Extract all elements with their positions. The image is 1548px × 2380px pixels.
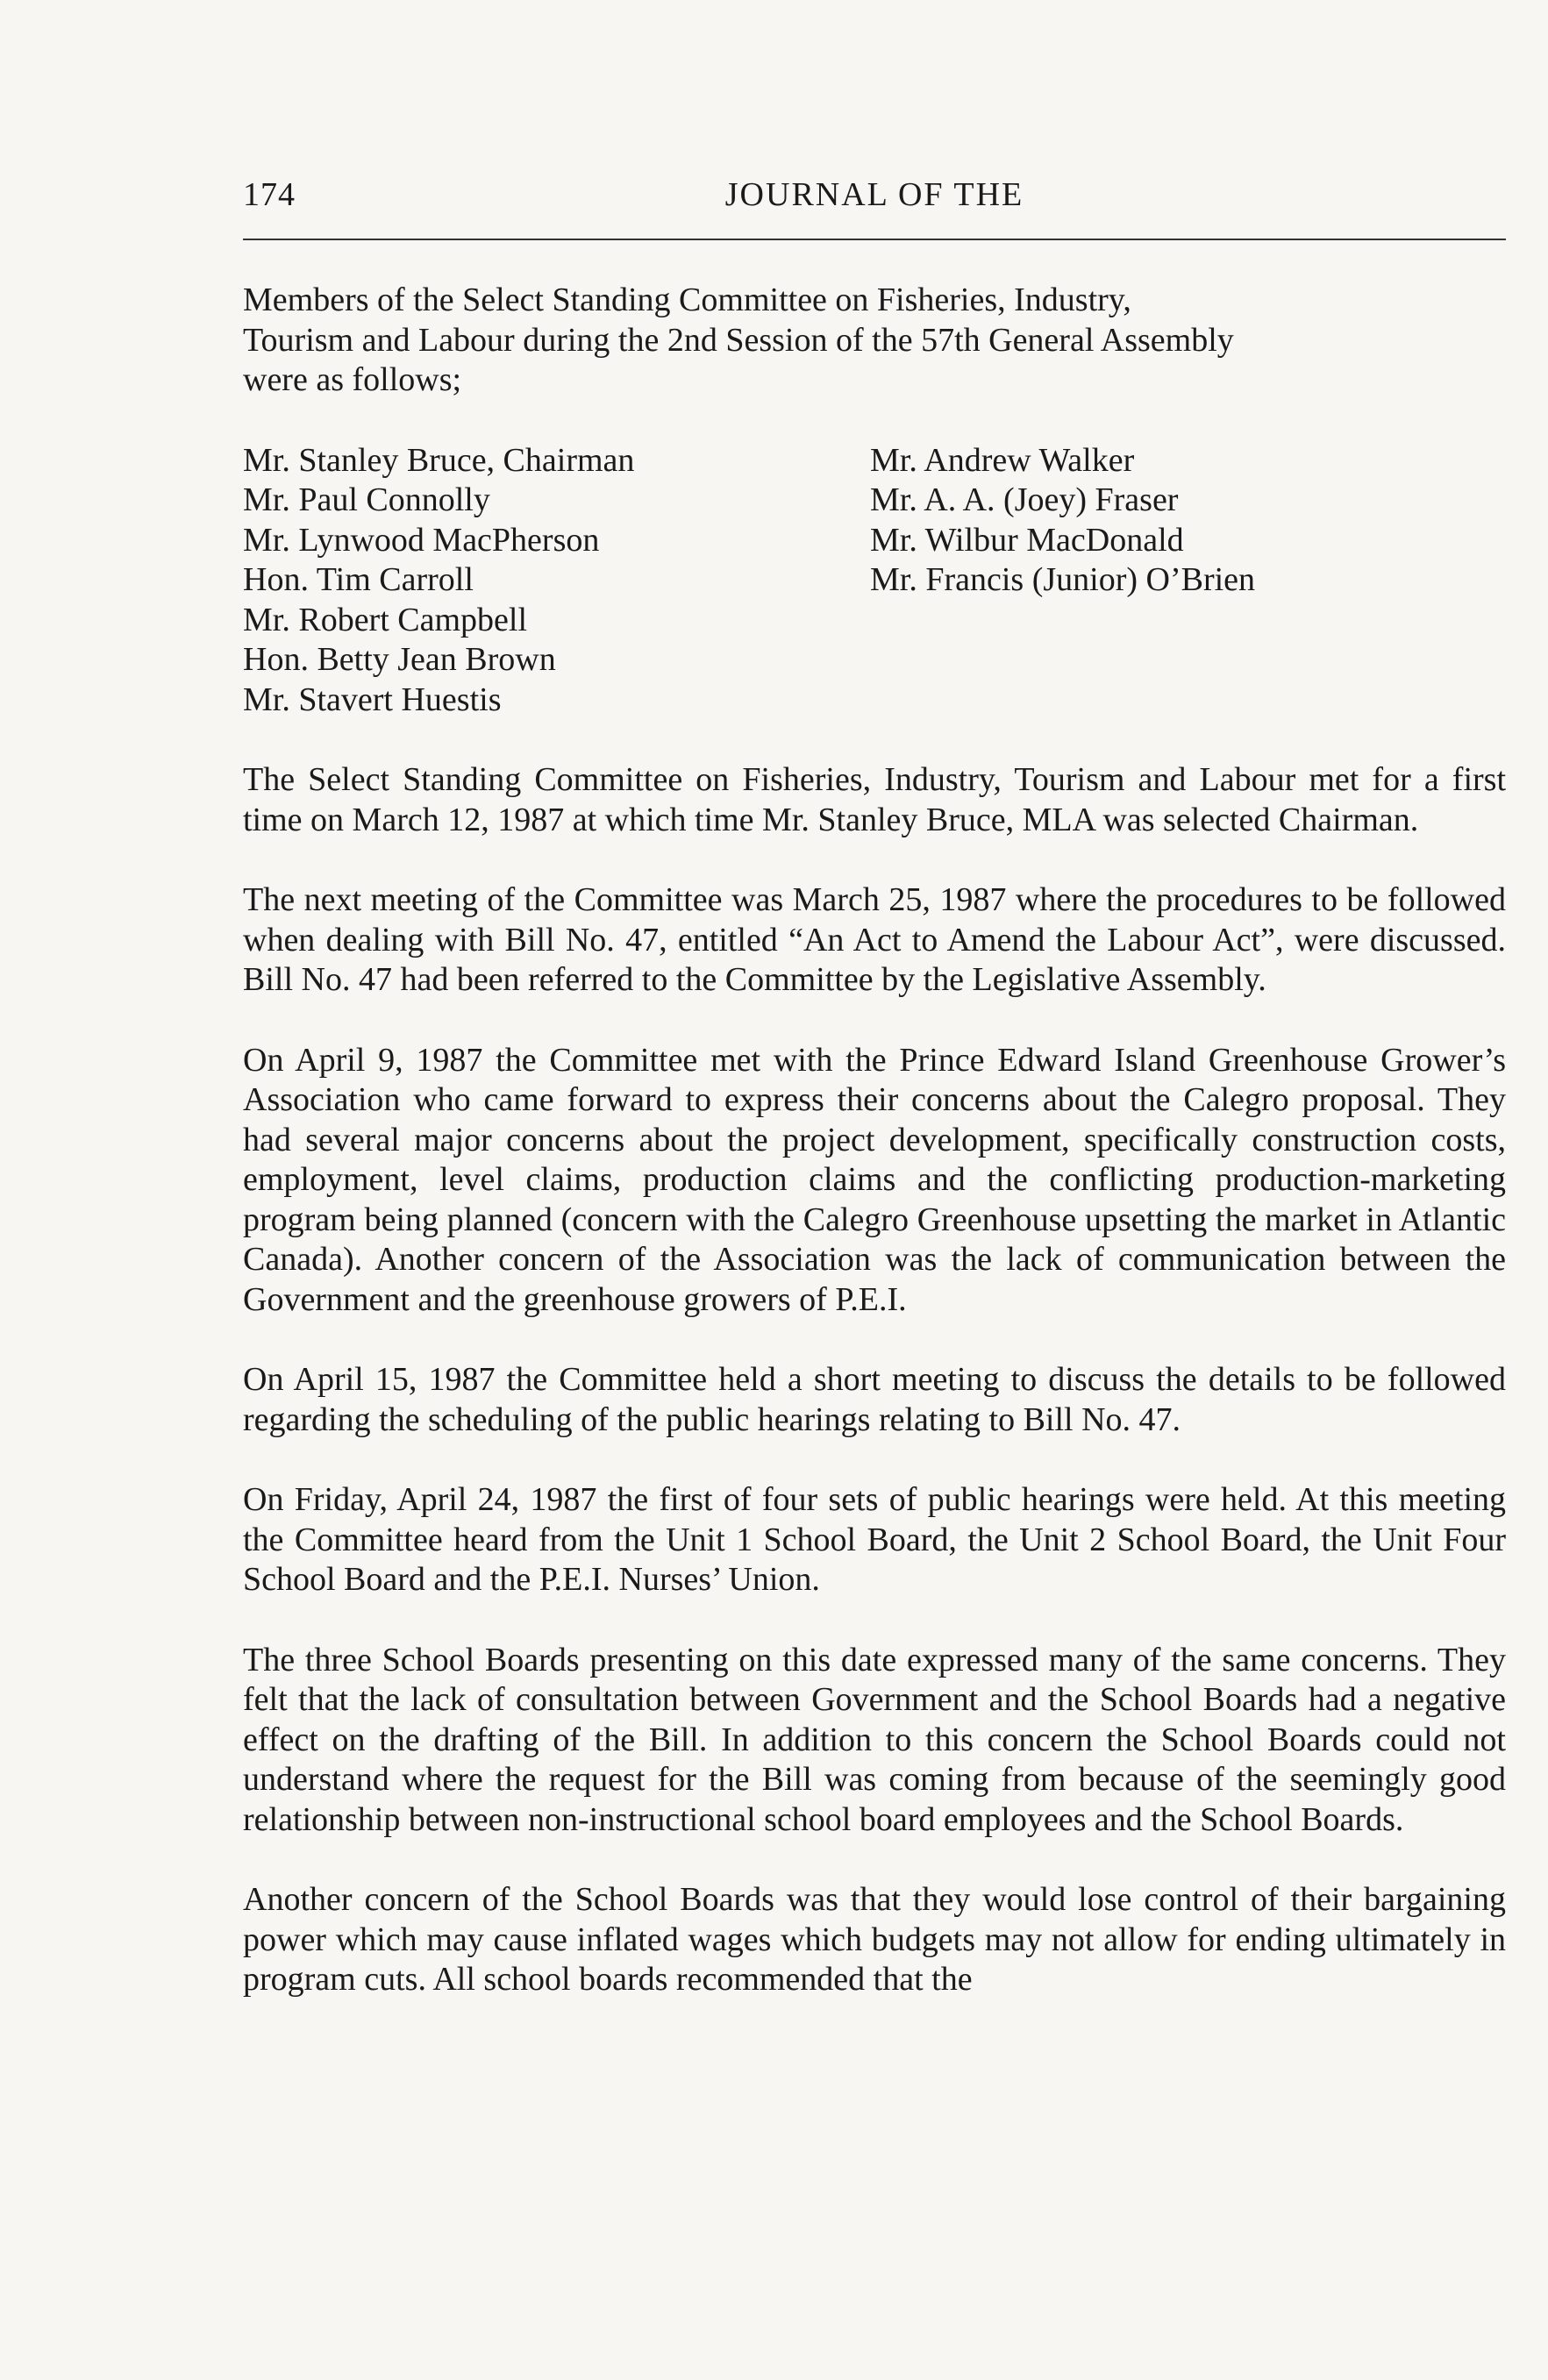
page-header — [243, 175, 1506, 221]
member-entry: Mr. A. A. (Joey) Fraser — [870, 481, 1179, 518]
paragraph-greenhouse-growers: On April 9, 1987 the Committee met with the Prince Edward Island Greenhouse Grower’s Association who came forward to express their concerns about the Calegro proposal. They had several major concerns about the project development, specifically construction costs, employment, level claims, production claims and the conflicting production-marketing program being planned (concern with the Calegro Greenhouse upsetting the market in Atlantic Canada). Another concern of the Association was the lack of communication between the Government and the greenhouse growers of P.E.I. — [243, 1041, 1506, 1318]
paragraph-april-15-meeting: On April 15, 1987 the Committee held a short meeting to discuss the details to be followed regarding the scheduling of the public hearings relating to Bill No. 47. — [243, 1361, 1506, 1438]
paragraph-public-hearings: On Friday, April 24, 1987 the first of four sets of public hearings were held. At this meeting the Committee heard from the Unit 1 School Board, the Unit 2 School Board, the Unit Four School Board and the P.E.I. Nurses’ Union. — [243, 1481, 1506, 1598]
member-entry: Mr. Lynwood MacPherson — [243, 521, 600, 559]
member-entry: Hon. Tim Carroll — [243, 561, 474, 598]
member-entry: Mr. Stanley Bruce, Chairman — [243, 441, 635, 479]
member-list — [243, 441, 1506, 721]
body-text — [243, 281, 1506, 2000]
member-entry: Mr. Robert Campbell — [243, 601, 528, 638]
intro-paragraph: Members of the Select Standing Committee on Fisheries, Industry, Tourism and Labour during the 2nd Session of the 57th General Assembly were as follows; — [243, 281, 1234, 398]
member-entry: Mr. Stavert Huestis — [243, 681, 502, 718]
paragraph-bargaining-power: Another concern of the School Boards was that they would lose control of their bargaining power which may cause inflated wages which budgets may not allow for ending ultimately in program cuts. All school boards recommended that the — [243, 1881, 1506, 1998]
paragraph-march-meeting: The next meeting of the Committee was March 25, 1987 where the procedures to be followed when dealing with Bill No. 47, entitled “An Act to Amend the Labour Act”, were discussed. Bill No. 47 had been referred to the Committee by the Legislative Assembly. — [243, 881, 1506, 998]
header-rule — [243, 239, 1506, 240]
paragraph-school-boards-concerns: The three School Boards presenting on this date expressed many of the same concerns. They felt that the lack of consultation between Government and the School Boards had a negative effect on the drafting of the Bill. In addition to this concern the School Boards could not understand where the request for the Bill was coming from because of the seemingly good relationship between non-instructional school board employees and the School Boards. — [243, 1641, 1506, 1838]
member-entry: Mr. Francis (Junior) O’Brien — [870, 561, 1256, 598]
member-column-right — [870, 441, 1255, 721]
member-entry: Hon. Betty Jean Brown — [243, 641, 556, 678]
page-number: 174 — [243, 176, 296, 213]
member-column-left — [243, 441, 870, 721]
member-entry: Mr. Paul Connolly — [243, 481, 490, 518]
running-title: JOURNAL OF THE — [724, 176, 1024, 213]
member-entry: Mr. Andrew Walker — [870, 441, 1135, 479]
paragraph-first-meeting: The Select Standing Committee on Fisheries, Industry, Tourism and Labour met for a first time on March 12, 1987 at which time Mr. Stanley Bruce, MLA was selected Chairman. — [243, 761, 1506, 838]
member-entry: Mr. Wilbur MacDonald — [870, 521, 1184, 559]
